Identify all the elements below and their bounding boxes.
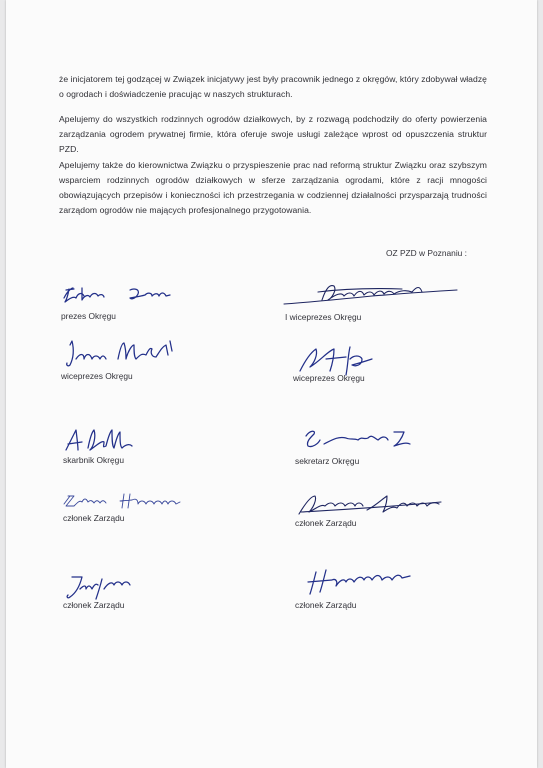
paragraph-3 xyxy=(59,158,487,218)
signature-label-czlonek-2: członek Zarządu xyxy=(295,518,357,528)
paragraph-1-text: że inicjatorem tej godzącej w Związek inicjatywy jest były pracownik jednego z okręgów, który zdobywał władzę o ogrodach i doświadczenie pracując w naszych strukturach. xyxy=(59,74,487,99)
signature-label-wiceprezes-left: wiceprezes Okręgu xyxy=(61,371,133,381)
signature-label-czlonek-1: członek Zarządu xyxy=(63,513,125,523)
signature-label-czlonek-3: członek Zarządu xyxy=(63,600,125,610)
signature-label-sekretarz: sekretarz Okręgu xyxy=(295,456,360,466)
place-line: OZ PZD w Poznaniu : xyxy=(386,248,467,258)
signature-label-skarbnik: skarbnik Okręgu xyxy=(63,455,124,465)
signature-czlonek-2 xyxy=(295,490,445,520)
signature-label-wiceprezes-right: wiceprezes Okręgu xyxy=(293,373,365,383)
signature-i-wiceprezes xyxy=(282,280,462,310)
paragraph-2 xyxy=(59,112,487,157)
paragraph-1 xyxy=(59,72,487,102)
signature-czlonek-1 xyxy=(60,488,190,512)
signature-wiceprezes-left xyxy=(62,335,182,371)
paragraph-2-text: Apelujemy do wszystkich rodzinnych ogrodów działkowych, by z rozwagą podchodziły do oferty powierzenia zarządzania ogrodem prywatnej firmie, która oferuje swoje usługi zależące wprost od opuszczenia struktur PZD. xyxy=(59,114,487,154)
signature-sekretarz xyxy=(298,424,418,454)
signature-label-czlonek-4: członek Zarządu xyxy=(295,600,357,610)
signature-czlonek-4 xyxy=(302,566,432,596)
signature-czlonek-3 xyxy=(62,569,142,603)
signature-skarbnik xyxy=(60,424,140,456)
signature-label-prezes: prezes Okręgu xyxy=(61,311,116,321)
signature-prezes xyxy=(60,280,190,310)
document-page xyxy=(6,0,537,768)
signature-label-i-wiceprezes: I wiceprezes Okręgu xyxy=(285,312,362,322)
paragraph-3-text: Apelujemy także do kierownictwa Związku o przyspieszenie prac nad reformą struktur Związku oraz szybszym wsparciem rodzinnych ogrodów działkowych w sferze zarządzania ogrodami, które z racji mnogości obowiązujących przepisów i konieczności ich przestrzegania w codziennej działalności przysparzają trudności zarządom ogrodów nie mających profesjonalnego przygotowania. xyxy=(59,160,487,215)
